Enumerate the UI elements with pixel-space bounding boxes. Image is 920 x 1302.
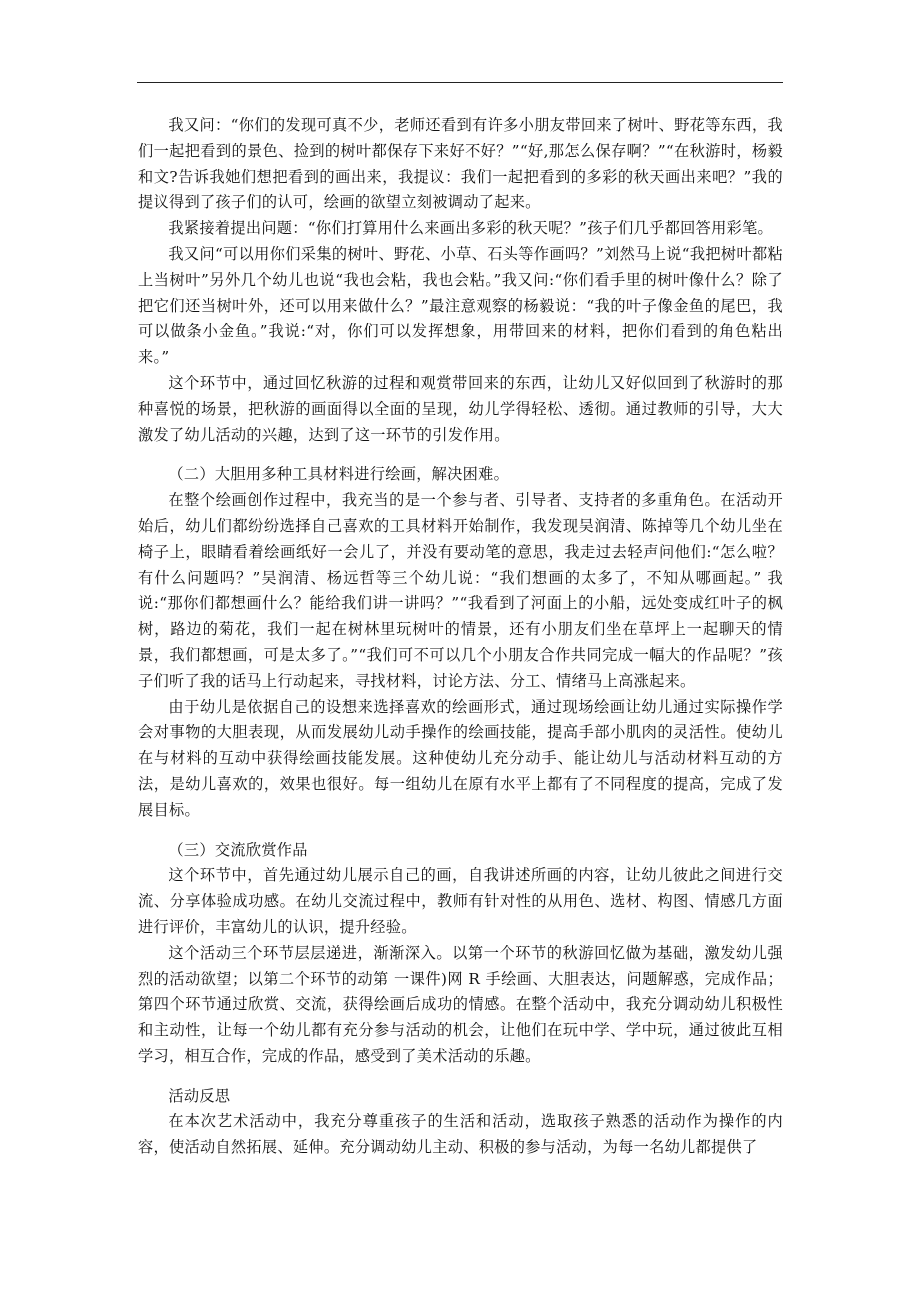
spacer: [138, 824, 783, 838]
paragraph: 由于幼儿是依据自己的设想来选择喜欢的绘画形式，通过现场绘画让幼儿通过实际操作学会对事物的大胆表现，从而发展幼儿动手操作的绘画技能，提高手部小肌肉的灵活性。使幼儿在与材料的互动中获得绘画技能发展。这种使幼儿充分动手、能让幼儿与活动材料互动的方法，是幼儿喜欢的，效果也很好。每一组幼儿在原有水平上都有了不同程度的提高，完成了发展目标。: [138, 697, 783, 819]
paragraph: 我紧接着提出问题：“你们打算用什么来画出多彩的秋天呢？”孩子们几乎都回答用彩笔。: [168, 219, 774, 238]
section-heading: （三）交流欣赏作品: [168, 840, 308, 859]
paragraph: 这个活动三个环节层层递进，渐渐深入。以第一个环节的秋游回忆做为基础，激发幼儿强烈的活动欲望；以第二个环节的动第 一课件)网 R 手绘画、大胆表达，问题解惑，完成作品；第四个环节通过欣赏、交流，获得绘画后成功的情感。在整个活动中，我充分调动幼儿积极性和主动性，让每一个幼儿都有充分参与活动的机会，让他们在玩中学、学中玩，通过彼此互相学习，相互合作，完成的作品，感受到了美术活动的乐趣。: [138, 943, 783, 1065]
paragraph: 这个环节中，通过回忆秋游的过程和观赏带回来的东西，让幼儿又好似回到了秋游时的那种喜悦的场景，把秋游的画面得以全面的呈现，幼儿学得轻松、透彻。通过教师的引导，大大激发了幼儿活动的兴趣，达到了这一环节的引发作用。: [138, 373, 783, 444]
spacer: [138, 448, 783, 462]
paragraph: 我又问“可以用你们采集的树叶、野花、小草、石头等作画吗？”刘然马上说“我把树叶都粘上当树叶”另外几个幼儿也说“我也会粘，我也会粘。”我又问:“你们看手里的树叶像什么？除了把它们还当树叶外，还可以用来做什么？”最注意观察的杨毅说：“我的叶子像金鱼的尾巴，我可以做条小金鱼。”我说:“对，你们可以发挥想象，用带回来的材料，把你们看到的角色粘出来。”: [138, 244, 783, 367]
paragraph: 我又问：“你们的发现可真不少，老师还看到有许多小朋友带回来了树叶、野花等东西，我们一起把看到的景色、捡到的树叶都保存下来好不好？”“好,那怎么保存啊？”“在秋游时，杨毅和文?告诉我她们想把看到的画出来，我提议：我们一起把看到的多彩的秋天画出来吧？”我的提议得到了孩子们的认可，绘画的欲望立刻被调动了起来。: [138, 116, 783, 212]
document-body: [138, 113, 783, 1161]
section-heading: （二）大胆用多种工具材料进行绘画，解决困难。: [168, 465, 510, 484]
paragraph: 在本次艺术活动中，我充分尊重孩子的生活和活动，选取孩子熟悉的活动作为操作的内容，使活动自然拓展、延伸。充分调动幼儿主动、积极的参与活动，为每一名幼儿都提供了: [138, 1112, 783, 1157]
paragraph: 在整个绘画创作过程中，我充当的是一个参与者、引导者、支持者的多重角色。在活动开始后，幼儿们都纷纷选择自己喜欢的工具材料开始制作，我发现吴润清、陈掉等几个幼儿坐在椅子上，眼睛看着绘画纸好一会儿了，并没有要动笔的意思，我走过去轻声问他们:“怎么啦？有什么问题吗？”吴润清、杨远哲等三个幼儿说：“我们想画的太多了，不知从哪画起。” 我说:“那你们都想画什么？能给我们讲一讲吗？”“我看到了河面上的小船，远处变成红叶子的枫树，路边的菊花，我们一起在树林里玩树叶的情景，还有小朋友们坐在草坪上一起聊天的情景，我们都想画，可是太多了。”“我们可不可以几个小朋友合作共同完成一幅大的作品呢？”孩子们听了我的话马上行动起来，寻找材料，讨论方法、分工、情绪马上高涨起来。: [138, 491, 783, 690]
spacer: [138, 1070, 783, 1084]
header-rule: [137, 82, 783, 83]
section-heading: 活动反思: [168, 1086, 231, 1105]
paragraph: 这个环节中，首先通过幼儿展示自己的画，自我讲述所画的内容，让幼儿彼此之间进行交流、分享体验成功感。在幼儿交流过程中，教师有针对性的从用色、选材、构图、情感几方面进行评价，丰富幼儿的认识，提升经验。: [138, 866, 783, 936]
